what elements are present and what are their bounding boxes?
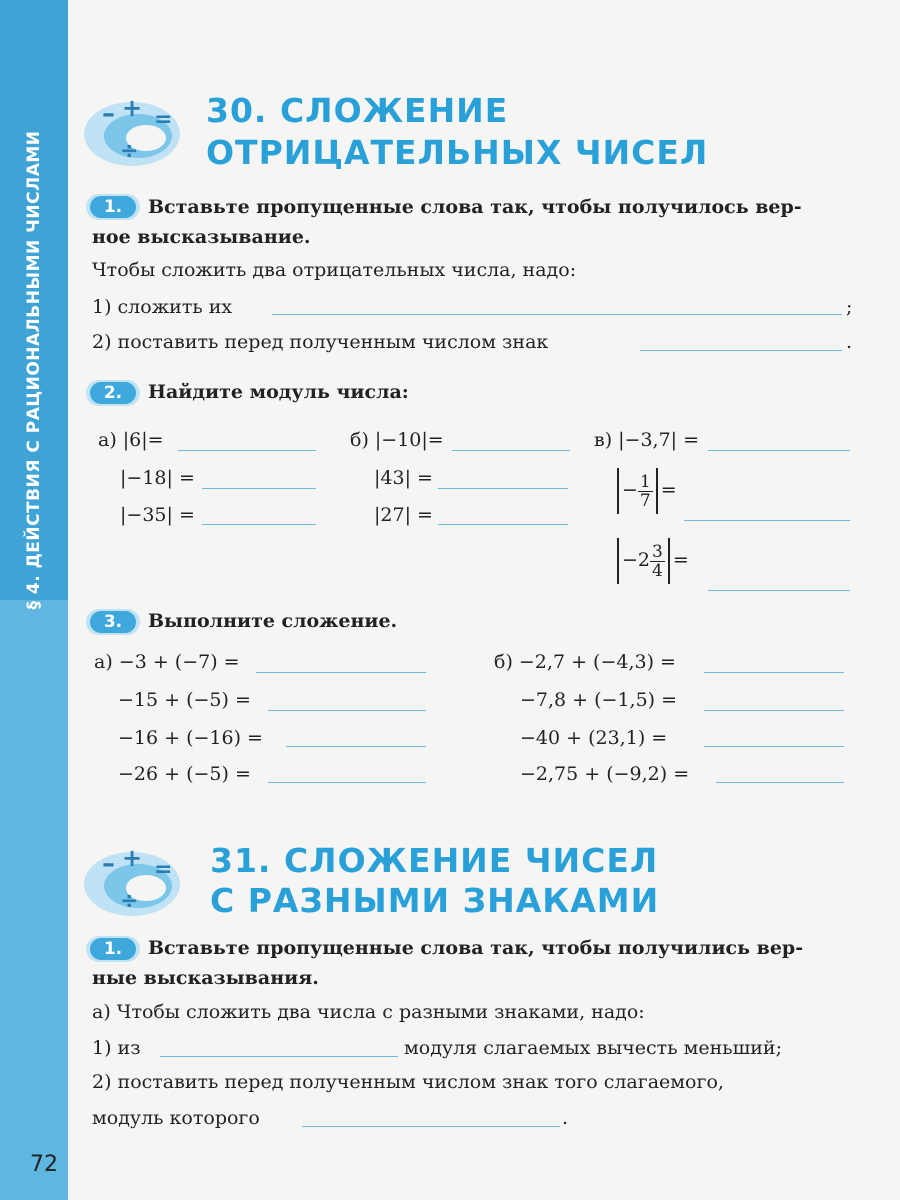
denominator: 7 [639,490,651,511]
fraction-expression [614,468,677,518]
answer-blank[interactable] [438,524,568,525]
expression: |27| = [374,504,433,526]
answer-blank[interactable] [704,746,844,747]
expression: −40 + (23,1) = [520,727,668,749]
numerator: 1 [639,471,651,492]
answer-blank[interactable] [684,520,850,521]
answer-blank[interactable] [202,488,316,489]
fraction-expression [614,538,689,588]
task-number-badge: 1. [90,196,136,218]
equals: = [672,549,689,571]
statement-item: модуля слагаемых вычесть меньший; [404,1037,782,1059]
task-text: ные высказывания. [92,967,319,989]
svg-text:–: – [102,99,115,129]
expression: а) |6|= [98,429,164,451]
task-number-badge: 2. [90,382,136,404]
expression: −26 + (−5) = [118,763,251,785]
sign: − [622,479,638,501]
equals: = [660,479,677,501]
answer-blank[interactable] [178,450,316,451]
section-label: § 4. ДЕЙСТВИЯ С РАЦИОНАЛЬНЫМИ ЧИСЛАМИ [24,130,44,610]
svg-text:+: + [122,844,143,872]
answer-blank[interactable] [302,1126,560,1127]
answer-blank[interactable] [708,450,850,451]
expression: −2,75 + (−9,2) = [520,763,690,785]
expression: б) −2,7 + (−4,3) = [494,651,676,673]
section-31-title-line2: С РАЗНЫМИ ЗНАКАМИ [210,881,660,920]
answer-blank[interactable] [716,782,844,783]
expression: в) |−3,7| = [594,429,700,451]
svg-text:÷: ÷ [120,889,139,914]
answer-blank[interactable] [160,1056,398,1057]
task-text: Вставьте пропущенные слова так, чтобы получилось вер- [148,196,802,218]
task-lead: Чтобы сложить два отрицательных числа, надо: [92,259,577,281]
expression: −16 + (−16) = [118,727,263,749]
answer-blank[interactable] [268,782,426,783]
math-operations-emblem-icon [80,842,190,922]
statement-item: модуль которого [92,1107,260,1129]
task-text: ное высказывание. [92,226,311,248]
punctuation: . [562,1107,569,1129]
svg-text:÷: ÷ [120,139,139,164]
answer-blank[interactable] [272,314,842,315]
sign: −2 [622,549,651,571]
task-text: Выполните сложение. [148,610,398,632]
svg-text:–: – [102,849,115,879]
answer-blank[interactable] [452,450,570,451]
punctuation: ; [846,296,853,318]
svg-text:=: = [154,857,173,882]
statement-item: 2) поставить перед полученным числом знак [92,331,549,353]
denominator: 4 [652,560,663,581]
section-30-title-line2: ОТРИЦАТЕЛЬНЫХ ЧИСЕЛ [206,133,709,172]
task-number-badge: 3. [90,611,136,633]
numerator: 3 [652,541,663,562]
statement-item: 1) сложить их [92,296,233,318]
statement-item: 1) из [92,1037,141,1059]
expression: |−18| = [120,467,195,489]
task-text: Вставьте пропущенные слова так, чтобы получились вер- [148,937,804,959]
expression: а) −3 + (−7) = [94,651,240,673]
svg-text:=: = [154,107,173,132]
math-operations-emblem-icon [80,92,190,172]
expression: |−35| = [120,504,195,526]
section-30-title-line1: 30. СЛОЖЕНИЕ [206,91,509,130]
answer-blank[interactable] [202,524,316,525]
task-lead: а) Чтобы сложить два числа с разными знаками, надо: [92,1001,645,1023]
task-number-badge: 1. [90,938,136,960]
answer-blank[interactable] [256,672,426,673]
answer-blank[interactable] [708,590,850,591]
section-31-title-line1: 31. СЛОЖЕНИЕ ЧИСЕЛ [210,841,659,880]
expression: б) |−10|= [350,429,444,451]
answer-blank[interactable] [640,350,842,351]
answer-blank[interactable] [704,710,844,711]
task-text: Найдите модуль числа: [148,381,409,403]
page-number: 72 [30,1152,58,1177]
expression: −7,8 + (−1,5) = [520,689,678,711]
svg-text:+: + [122,94,143,122]
answer-blank[interactable] [286,746,426,747]
punctuation: . [846,331,853,353]
answer-blank[interactable] [438,488,568,489]
answer-blank[interactable] [268,710,426,711]
expression: −15 + (−5) = [118,689,251,711]
expression: |43| = [374,467,433,489]
statement-item: 2) поставить перед полученным числом знак того слагаемого, [92,1071,724,1093]
sidebar-lower-band [0,600,68,1200]
answer-blank[interactable] [704,672,844,673]
